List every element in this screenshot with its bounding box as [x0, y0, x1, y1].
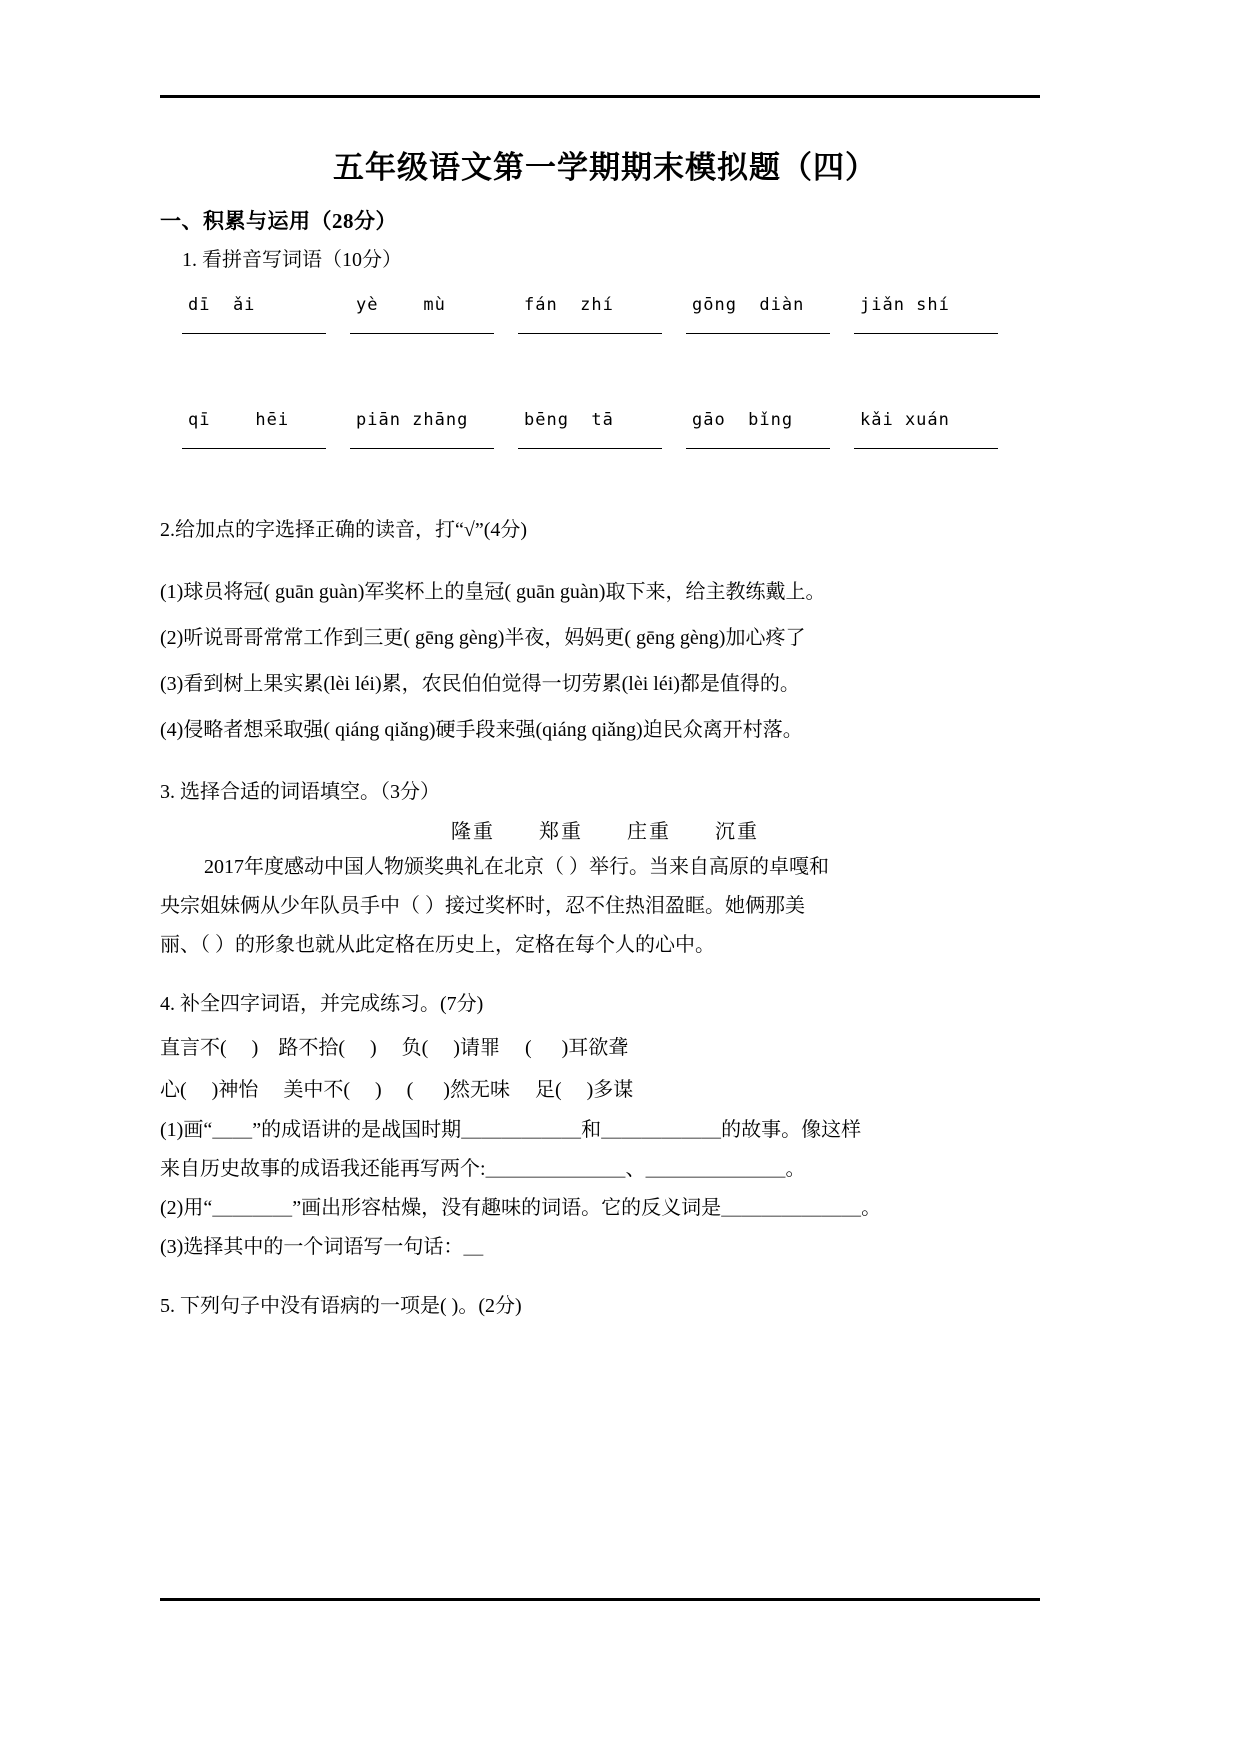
document-content [160, 120, 1050, 1329]
pinyin-text: bēng tā [524, 410, 614, 430]
pinyin-text: gōng diàn [692, 295, 805, 315]
question-2-prompt: 2.给加点的字选择正确的读音，打“√”(4分) [160, 519, 528, 541]
pinyin-text: jiǎn shí [860, 295, 950, 315]
pinyin-cell [350, 295, 518, 334]
spacer [160, 553, 1050, 569]
question-4-sub1-line-1: (1)画“＿＿”的成语讲的是战国时期＿＿＿＿＿＿和＿＿＿＿＿＿的故事。像这样 [160, 1119, 862, 1141]
answer-blank[interactable] [350, 446, 494, 449]
question-3-paragraph-line-2: 央宗姐妹俩从少年队员手中（ ）接过奖杯时，忍不住热泪盈眶。她俩那美 [160, 895, 805, 917]
question-4-sub3: (3)选择其中的一个词语写一句话：＿ [160, 1236, 484, 1258]
pinyin-row-2 [160, 410, 1050, 449]
pinyin-cell [350, 410, 518, 449]
word-option: 庄重 [627, 821, 671, 843]
pinyin-text: gāo bǐng [692, 410, 794, 430]
question-4-idioms-line-2: 心( )神怡 美中不( ) ( )然无味 足( )多谋 [160, 1079, 634, 1101]
answer-blank[interactable] [518, 331, 662, 334]
spacer [160, 334, 1050, 392]
spacer [160, 965, 1050, 981]
question-2-item-4: (4)侵略者想采取强( qiáng qiǎng)硬手段来强(qiáng qiǎng)迫民众离开村落。 [160, 719, 803, 741]
question-3-paragraph-line-1: 2017年度感动中国人物颁奖典礼在北京（ ）举行。当来自高原的卓嘎和 [204, 856, 829, 878]
answer-blank[interactable] [182, 446, 326, 449]
answer-blank[interactable] [686, 331, 830, 334]
pinyin-cell [686, 295, 854, 334]
top-rule [160, 95, 1040, 98]
pinyin-text: dī ǎi [188, 295, 256, 315]
answer-blank[interactable] [182, 331, 326, 334]
question-2-item-1: (1)球员将冠( guān guàn)军奖杯上的皇冠( guān guàn)取下来，给主教练戴上。 [160, 581, 826, 603]
answer-blank[interactable] [518, 446, 662, 449]
pinyin-cell [182, 410, 350, 449]
question-2-item-3: (3)看到树上果实累(lèi léi)累，农民伯伯觉得一切劳累(lèi léi)都是值得的。 [160, 673, 800, 695]
word-option: 隆重 [451, 821, 495, 843]
question-5-prompt: 5. 下列句子中没有语病的一项是( )。(2分) [160, 1295, 522, 1317]
question-4-sub2: (2)用“＿＿＿＿”画出形容枯燥，没有趣味的词语。它的反义词是＿＿＿＿＿＿＿。 [160, 1197, 882, 1219]
pinyin-text: yè mù [356, 295, 446, 315]
answer-blank[interactable] [854, 446, 998, 449]
question-1-prompt: 1. 看拼音写词语（10分） [182, 249, 402, 271]
pinyin-cell [182, 295, 350, 334]
question-4-sub1-line-2: 来自历史故事的成语我还能再写两个:＿＿＿＿＿＿＿、＿＿＿＿＿＿＿。 [160, 1158, 806, 1180]
question-3-prompt: 3. 选择合适的词语填空。（3分） [160, 781, 440, 803]
question-4-idioms-line-1: 直言不( ) 路不拾( ) 负( )请罪 ( )耳欲聋 [160, 1037, 629, 1059]
pinyin-cell [518, 295, 686, 334]
pinyin-text: piān zhāng [356, 410, 469, 430]
spacer [160, 753, 1050, 769]
section-heading-one: 一、积累与运用（28分） [160, 209, 397, 233]
question-4-prompt: 4. 补全四字词语，并完成练习。(7分) [160, 993, 484, 1015]
pinyin-row-1 [160, 295, 1050, 334]
pinyin-text: qī hēi [188, 410, 290, 430]
word-option: 郑重 [539, 821, 583, 843]
spacer [160, 449, 1050, 507]
word-option: 沉重 [715, 821, 759, 843]
pinyin-cell [686, 410, 854, 449]
answer-blank[interactable] [686, 446, 830, 449]
pinyin-text: kǎi xuán [860, 410, 950, 430]
pinyin-text: fán zhí [524, 295, 614, 315]
spacer [160, 1267, 1050, 1283]
pinyin-cell [854, 410, 1022, 449]
bottom-rule [160, 1598, 1040, 1601]
question-2-item-2: (2)听说哥哥常常工作到三更( gēng gèng)半夜，妈妈更( gēng gèng)加心疼了 [160, 627, 806, 649]
question-3-word-bank [160, 815, 1050, 844]
answer-blank[interactable] [350, 331, 494, 334]
question-3-paragraph-line-3: 丽、（ ）的形象也就从此定格在历史上，定格在每个人的心中。 [160, 934, 715, 956]
pinyin-cell [854, 295, 1022, 334]
answer-blank[interactable] [854, 331, 998, 334]
pinyin-cell [518, 410, 686, 449]
page-title: 五年级语文第一学期期末模拟题（四） [333, 150, 877, 186]
